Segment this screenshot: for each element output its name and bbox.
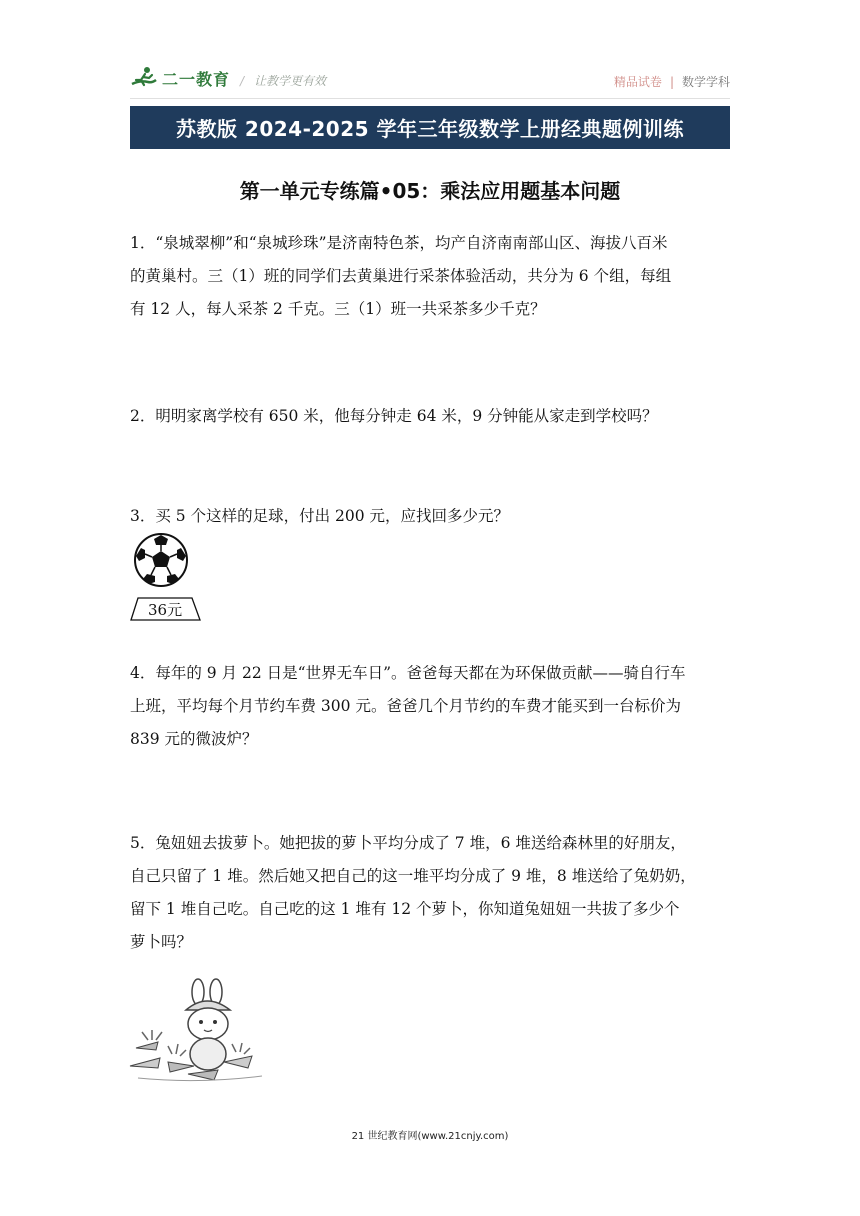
- page-title: 第一单元专练篇•05：乘法应用题基本问题: [239, 179, 621, 203]
- question-line: 的黄巢村。三（1）班的同学们去黄巢进行采茶体验活动，共分为 6 个组，每组: [130, 267, 672, 285]
- question-1: [130, 227, 730, 326]
- soccer-ball-icon: [133, 532, 189, 588]
- tag-label: 精品试卷: [613, 75, 662, 89]
- brand-logo: [130, 66, 230, 90]
- subject-label: 数学学科: [681, 75, 730, 89]
- question-3: [130, 500, 730, 533]
- slogan-text: 让教学更有效: [254, 74, 327, 88]
- question-line: 有 12 人，每人采茶 2 千克。三（1）班一共采茶多少千克？: [130, 300, 546, 318]
- price-tag: [130, 597, 200, 621]
- question-line: 839 元的微波炉？: [130, 730, 258, 748]
- header-tags: 精品试卷 | 数学学科: [613, 75, 730, 89]
- question-line: 留下 1 堆自己吃。自己吃的这 1 堆有 12 个萝卜，你知道兔妞妞一共拔了多少个: [130, 900, 680, 918]
- question-5: [130, 827, 730, 959]
- title-banner: 苏教版 2024-2025 学年三年级数学上册经典题例训练: [130, 106, 730, 149]
- question-line: 萝卜吗？: [130, 933, 193, 951]
- logo-text: 二一教育: [162, 69, 231, 89]
- question-line: 上班，平均每个月节约车费 300 元。爸爸几个月节约的车费才能买到一台标价为: [130, 697, 681, 715]
- price-label: 36元: [148, 601, 183, 619]
- page-header: [130, 62, 730, 98]
- runner-logo-icon: [130, 66, 158, 90]
- page-footer: 21 世纪教育网(www.21cnjy.com): [351, 1131, 509, 1142]
- header-divider: [130, 98, 730, 99]
- slogan: / 让教学更有效: [240, 74, 327, 88]
- question-2: [130, 400, 730, 433]
- question-line: 自己只留了 1 堆。然后她又把自己的这一堆平均分成了 9 堆，8 堆送给了兔奶奶，: [130, 867, 696, 885]
- rabbit-carrots-illustration: [128, 978, 268, 1086]
- question-line: 3．买 5 个这样的足球，付出 200 元，应找回多少元？: [130, 507, 510, 525]
- question-line: 4．每年的 9 月 22 日是“世界无车日”。爸爸每天都在为环保做贡献——骑自行车: [130, 664, 686, 682]
- question-line: 1．“泉城翠柳”和“泉城珍珠”是济南特色茶，均产自济南南部山区、海拔八百米: [130, 234, 668, 252]
- question-4: [130, 657, 730, 756]
- question-line: 5．兔妞妞去拔萝卜。她把拔的萝卜平均分成了 7 堆，6 堆送给森林里的好朋友，: [130, 834, 686, 852]
- question-line: 2．明明家离学校有 650 米，他每分钟走 64 米，9 分钟能从家走到学校吗？: [130, 407, 658, 425]
